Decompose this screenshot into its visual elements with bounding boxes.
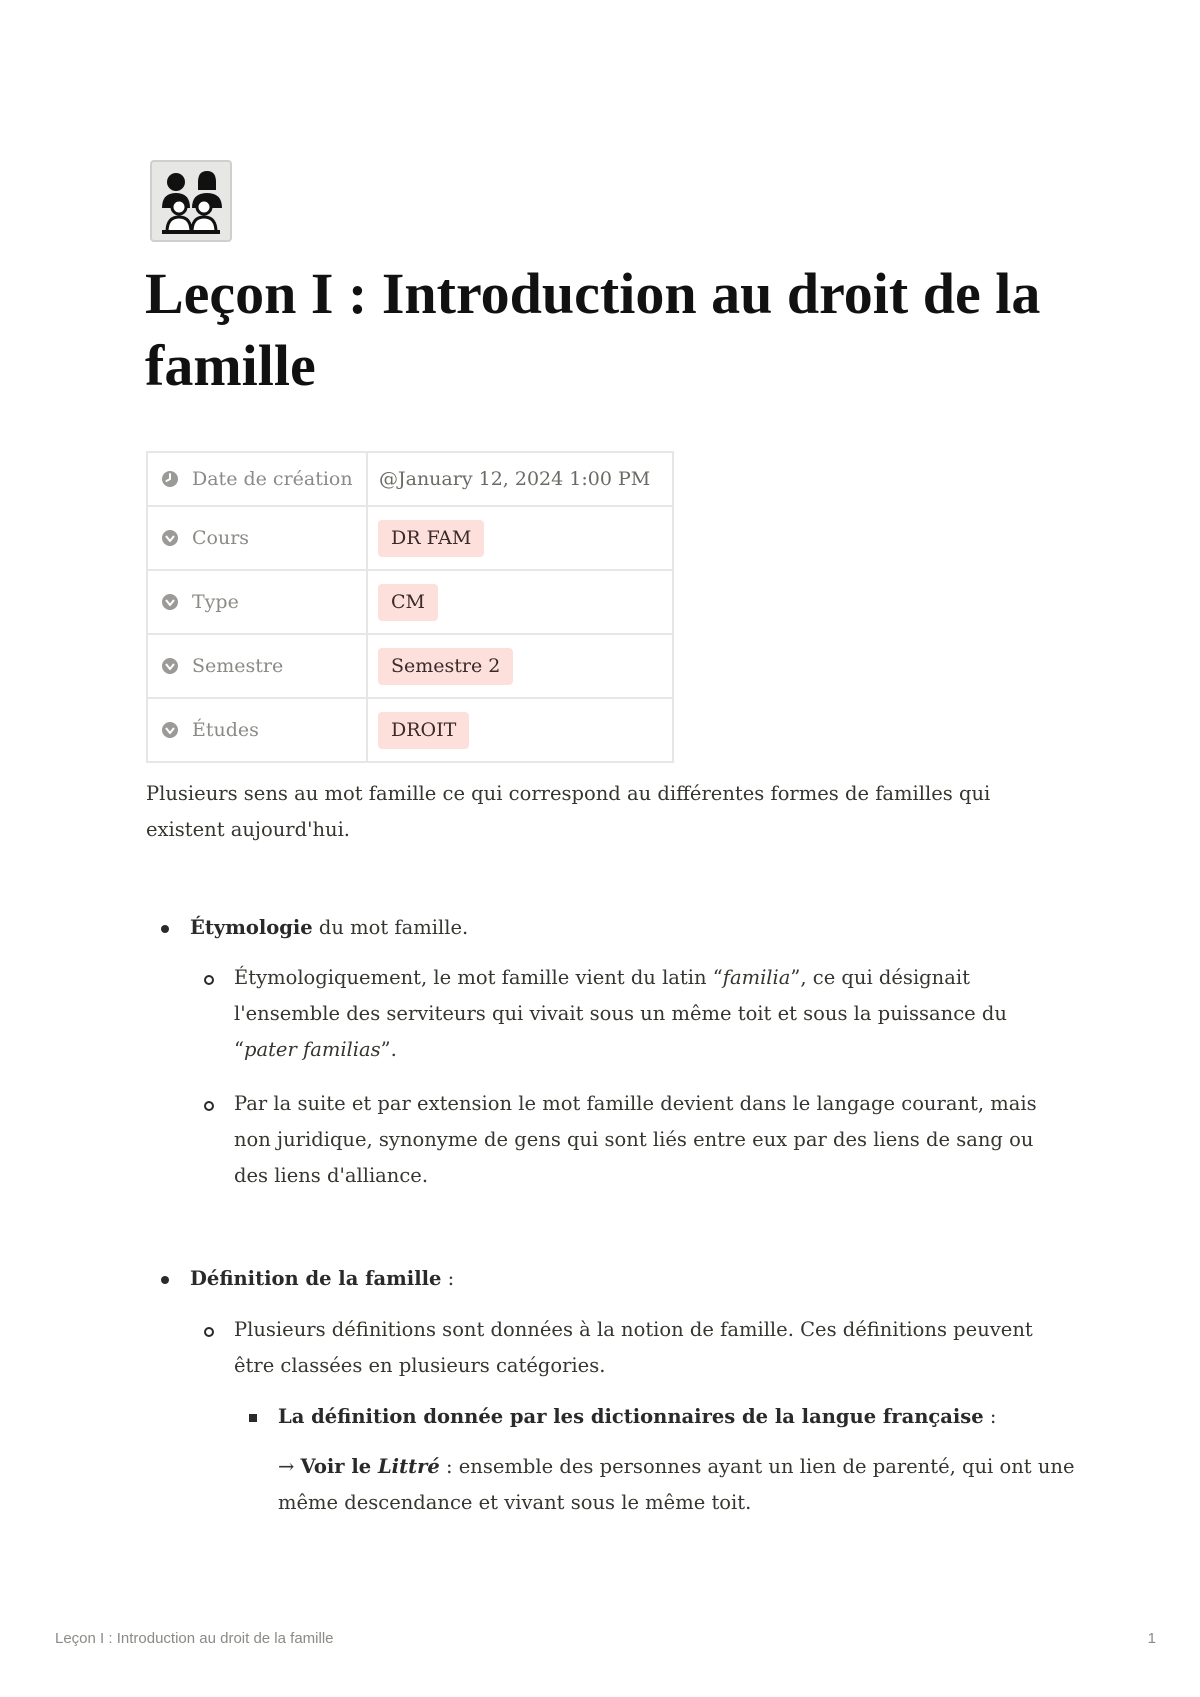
property-key-label: Date de création	[192, 468, 353, 490]
bullet-circle	[204, 1327, 214, 1337]
footer-page-number: 1	[1147, 1630, 1156, 1647]
sub-item-rest: :	[983, 1405, 997, 1428]
select-arrow-icon	[160, 592, 180, 612]
property-key-label: Type	[192, 591, 239, 613]
list-item-italic: pater familias	[243, 1038, 381, 1061]
property-key-cell	[147, 506, 367, 570]
intro-paragraph: Plusieurs sens au mot famille ce qui correspond au différentes formes de familles qui existent aujourd'hui.	[146, 782, 991, 841]
list-item	[234, 960, 1070, 1068]
property-key-label: Cours	[192, 527, 250, 549]
detail-bold: Voir le	[300, 1455, 378, 1478]
property-row	[147, 506, 673, 570]
list-item-text: Étymologiquement, le mot famille vient du latin “	[234, 966, 723, 989]
select-arrow-icon	[160, 656, 180, 676]
property-value-cell[interactable]	[367, 698, 673, 762]
property-key-label: Études	[192, 719, 259, 741]
list-item-italic: familia	[722, 966, 791, 989]
property-value-cell[interactable]	[367, 570, 673, 634]
property-key-label: Semestre	[192, 655, 284, 677]
section-heading	[190, 1261, 1070, 1297]
list-item: Plusieurs définitions sont données à la notion de famille. Ces définitions peuvent être classées en plusieurs catégories.	[234, 1318, 1033, 1377]
property-value-cell[interactable]	[367, 452, 673, 506]
list-item-text: ”.	[380, 1038, 397, 1061]
property-value-date: @January 12, 2024 1:00 PM	[379, 468, 651, 490]
property-tag[interactable]: CM	[378, 584, 438, 621]
section-heading-rest: du mot famille.	[312, 916, 469, 939]
footer-title: Leçon I : Introduction au droit de la famille	[55, 1630, 334, 1647]
property-value-cell[interactable]	[367, 506, 673, 570]
bullet-disc	[161, 925, 169, 933]
property-value-cell[interactable]	[367, 634, 673, 698]
select-arrow-icon	[160, 528, 180, 548]
sub-item-bold: La définition donnée par les dictionnaires de la langue française	[278, 1405, 984, 1428]
family-emoji-icon	[150, 160, 232, 242]
property-row	[147, 452, 673, 506]
detail-bold-italic: Littré	[377, 1455, 440, 1478]
property-key-cell	[147, 570, 367, 634]
property-row	[147, 570, 673, 634]
section-heading-rest: :	[441, 1267, 455, 1290]
property-key-cell	[147, 634, 367, 698]
clock-icon	[160, 469, 180, 489]
property-key-cell	[147, 452, 367, 506]
sub-item-detail	[278, 1449, 1078, 1521]
property-key-cell	[147, 698, 367, 762]
section-heading-bold: Définition de la famille	[190, 1267, 442, 1290]
bullet-disc	[161, 1276, 169, 1284]
sub-list-item	[278, 1399, 1078, 1435]
list-item-text: ”, ce qui désignait l'ensemble des serviteurs qui vivait sous un même toit et sous la puissance du “	[234, 966, 1007, 1061]
property-row	[147, 698, 673, 762]
section-heading	[190, 910, 1070, 946]
bullet-square	[249, 1414, 257, 1422]
properties-table	[146, 451, 674, 763]
arrow-glyph: →	[278, 1455, 301, 1478]
property-row	[147, 634, 673, 698]
property-tag[interactable]: DROIT	[378, 712, 469, 749]
select-arrow-icon	[160, 720, 180, 740]
bullet-circle	[204, 975, 214, 985]
page-title: Leçon I : Introduction au droit de la famille	[145, 261, 1041, 398]
bullet-circle	[204, 1101, 214, 1111]
list-item: Par la suite et par extension le mot famille devient dans le langage courant, mais non juridique, synonyme de gens qui sont liés entre eux par des liens de sang ou des liens d'alliance.	[234, 1092, 1037, 1187]
detail-text: : ensemble des personnes ayant un lien de parenté, qui ont une même descendance et vivant sous le même toit.	[278, 1455, 1075, 1514]
section-heading-bold: Étymologie	[190, 916, 313, 939]
property-tag[interactable]: Semestre 2	[378, 648, 513, 685]
property-tag[interactable]: DR FAM	[378, 520, 484, 557]
